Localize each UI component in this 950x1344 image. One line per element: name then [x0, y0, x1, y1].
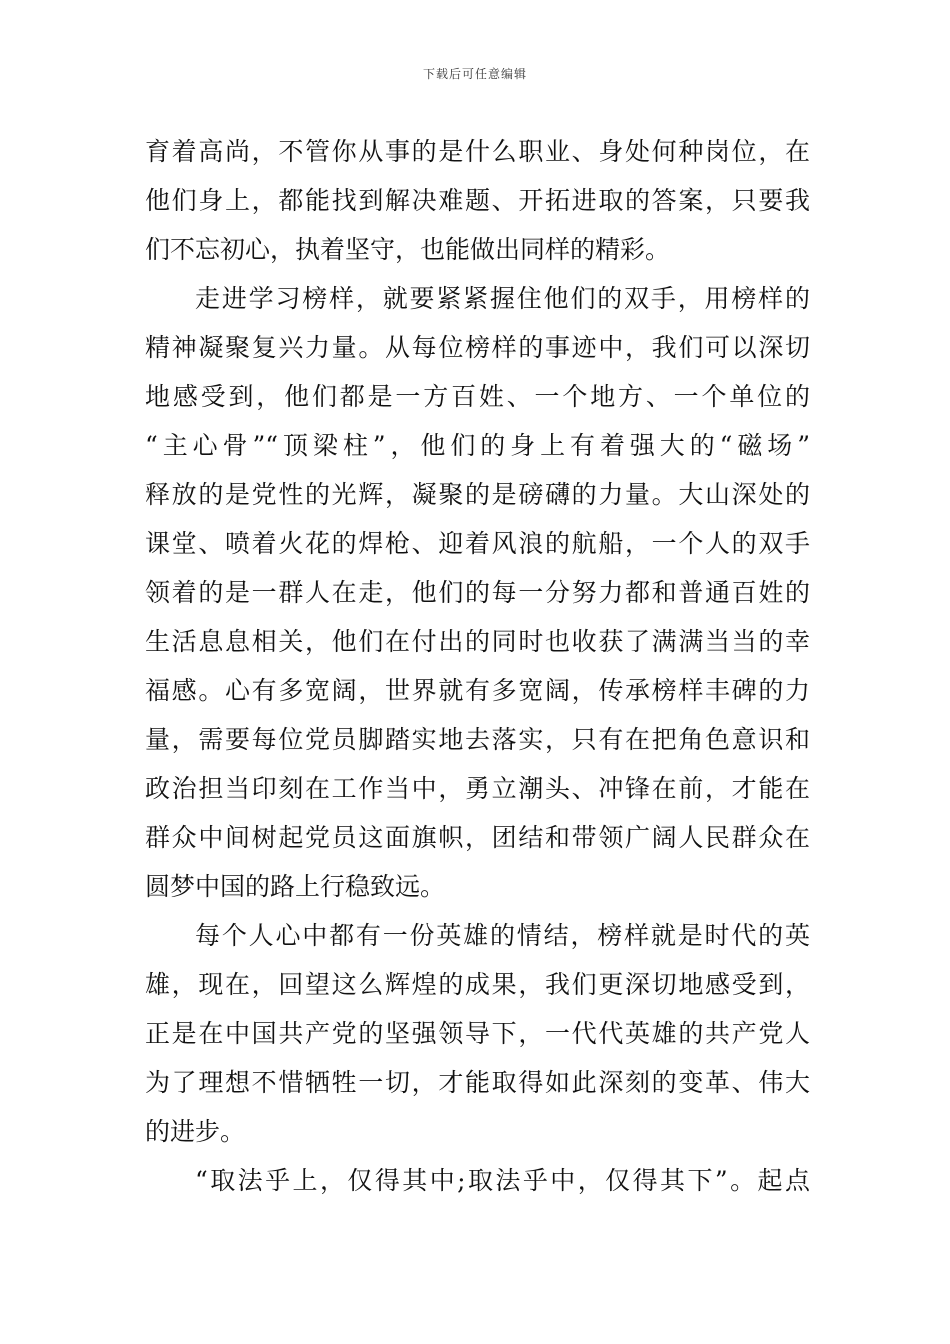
text-line: 生活息息相关，他们在付出的同时也收获了满满当当的幸 [145, 627, 810, 656]
text-line: 圆梦中国的路上行稳致远。 [145, 872, 446, 901]
text-line: “取法乎上，仅得其中;取法乎中，仅得其下”。起点 [195, 1166, 810, 1195]
text-line: 他们身上，都能找到解决难题、开拓进取的答案，只要我 [145, 186, 810, 215]
text-line: 群众中间树起党员这面旗帜，团结和带领广阔人民群众在 [145, 823, 810, 852]
text-line: “主心骨”“顶梁柱”，他们的身上有着强大的“磁场” [145, 431, 810, 460]
text-line: 领着的是一群人在走，他们的每一分努力都和普通百姓的 [145, 578, 810, 607]
text-line: 精神凝聚复兴力量。从每位榜样的事迹中，我们可以深切 [145, 333, 810, 362]
text-line: 福感。心有多宽阔，世界就有多宽阔，传承榜样丰碑的力 [145, 676, 810, 705]
page-header: 下载后可任意编辑 [422, 67, 527, 81]
text-line: 课堂、喷着火花的焊枪、迎着风浪的航船，一个人的双手 [145, 529, 810, 558]
document-body [145, 127, 810, 1205]
text-line: 量，需要每位党员脚踏实地去落实，只有在把角色意识和 [145, 725, 810, 754]
text-line: 正是在中国共产党的坚强领导下，一代代英雄的共产党人 [145, 1019, 810, 1048]
text-line: 雄，现在，回望这么辉煌的成果，我们更深切地感受到， [145, 970, 810, 999]
text-line: 们不忘初心，执着坚守，也能做出同样的精彩。 [145, 235, 671, 264]
text-line: 政治担当印刻在工作当中，勇立潮头、冲锋在前，才能在 [145, 774, 810, 803]
text-line: 的进步。 [145, 1117, 246, 1146]
text-line: 走进学习榜样，就要紧紧握住他们的双手，用榜样的 [195, 284, 810, 313]
text-line: 为了理想不惜牺牲一切，才能取得如此深刻的变革、伟大 [145, 1068, 810, 1097]
text-line: 每个人心中都有一份英雄的情结，榜样就是时代的英 [195, 921, 810, 950]
text-line: 释放的是党性的光辉，凝聚的是磅礴的力量。大山深处的 [145, 480, 810, 509]
text-line: 地感受到，他们都是一方百姓、一个地方、一个单位的 [145, 382, 810, 411]
text-line: 育着高尚，不管你从事的是什么职业、身处何种岗位，在 [145, 137, 810, 166]
